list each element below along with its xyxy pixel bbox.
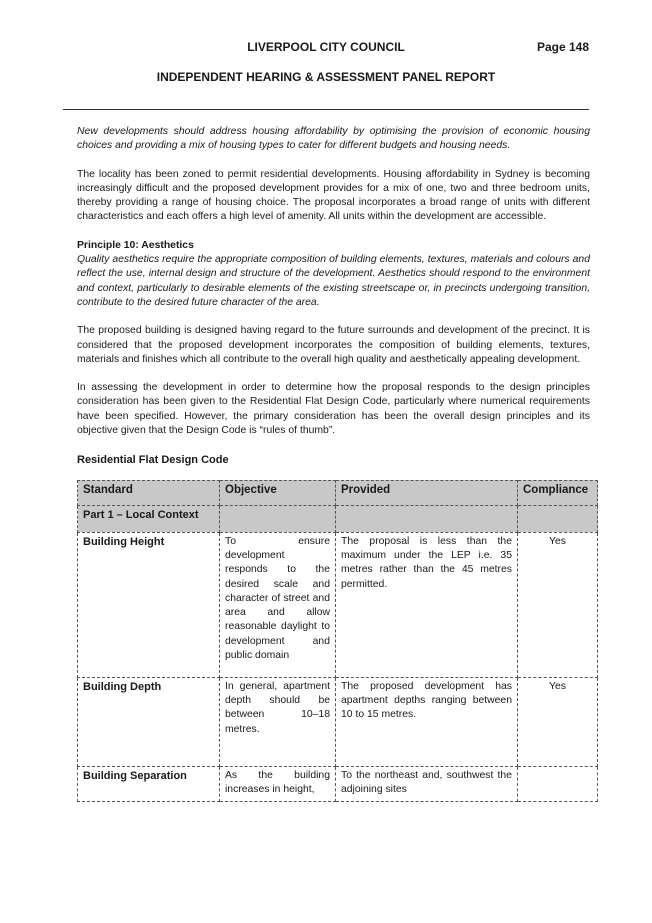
report-body bbox=[77, 125, 590, 802]
principle-heading: Principle 10: Aesthetics bbox=[77, 239, 194, 251]
header-objective: Objective bbox=[220, 480, 336, 505]
provided-cell: The proposed development has apartment depths ranging between 10 to 15 metres. bbox=[336, 677, 518, 766]
table-row bbox=[78, 677, 598, 766]
table-row bbox=[78, 766, 598, 801]
objective-cell: As the building increases in height, bbox=[220, 766, 336, 801]
part-empty-cell bbox=[518, 505, 598, 532]
header-compliance: Compliance bbox=[518, 480, 598, 505]
header-divider bbox=[63, 109, 589, 110]
assessment-paragraph: In assessing the development in order to determine how the proposal responds to the design principles consideration has been given to the Residential Flat Design Code, particularly where numerical requirements have been specified. However, the primary consideration has been the overall design principles and its objective given that the Design Code is “rules of thumb”. bbox=[77, 382, 590, 437]
design-code-table bbox=[77, 480, 598, 802]
council-name: LIVERPOOL CITY COUNCIL bbox=[247, 40, 405, 54]
header-standard: Standard bbox=[78, 480, 220, 505]
part-label: Part 1 – Local Context bbox=[78, 505, 220, 532]
table-title: Residential Flat Design Code bbox=[77, 454, 229, 467]
standard-cell: Building Separation bbox=[78, 766, 220, 801]
proposed-building-paragraph: The proposed building is designed having regard to the future surrounds and development of the precinct. It is considered that the proposed development incorporates the composition of building elements, textures, materials and finishes which all contribute to the overall high quality and aesthetically appealing development. bbox=[77, 325, 590, 365]
header-provided: Provided bbox=[336, 480, 518, 505]
provided-cell: To the northeast and, southwest the adjoining sites bbox=[336, 766, 518, 801]
page-number: Page 148 bbox=[536, 40, 589, 54]
compliance-cell bbox=[518, 766, 598, 801]
part-empty-cell bbox=[336, 505, 518, 532]
objective-cell: In general, apartment depth should be between 10–18 metres. bbox=[220, 677, 336, 766]
table-row bbox=[78, 532, 598, 677]
report-title: INDEPENDENT HEARING & ASSESSMENT PANEL REPORT bbox=[156, 70, 496, 84]
aesthetics-principle-text: Quality aesthetics require the appropriate composition of building elements, textures, materials and colours and reflect the use, internal design and structure of the development. Aesthetics should respond to the environment and context, particularly to desirable elements of the existing streetscape or, in precincts undergoing transition, contribute to the desired future character of the area. bbox=[77, 254, 590, 308]
standard-cell: Building Depth bbox=[78, 677, 220, 766]
table-header-row bbox=[78, 480, 598, 505]
objective-cell: To ensure development responds to the desired scale and character of street and area and allow reasonable daylight to development and public domain bbox=[220, 532, 336, 677]
part-empty-cell bbox=[220, 505, 336, 532]
standard-cell: Building Height bbox=[78, 532, 220, 677]
table-part-row bbox=[78, 505, 598, 532]
affordability-principle-text: New developments should address housing affordability by optimising the provision of economic housing choices and providing a mix of housing types to cater for different budgets and housing needs. bbox=[77, 126, 590, 152]
compliance-cell: Yes bbox=[518, 532, 598, 677]
compliance-cell: Yes bbox=[518, 677, 598, 766]
locality-paragraph: The locality has been zoned to permit residential developments. Housing affordability in Sydney is becoming increasingly difficult and the proposed development provides for a mix of one, two and three bedroom units, thereby providing a range of housing choice. The proposal incorporates a broad range of units with different characteristics and each offers a high level of amenity. All units within the development are accessible. bbox=[77, 168, 590, 223]
provided-cell: The proposal is less than the maximum under the LEP i.e. 35 metres rather than the 45 metres permitted. bbox=[336, 532, 518, 677]
